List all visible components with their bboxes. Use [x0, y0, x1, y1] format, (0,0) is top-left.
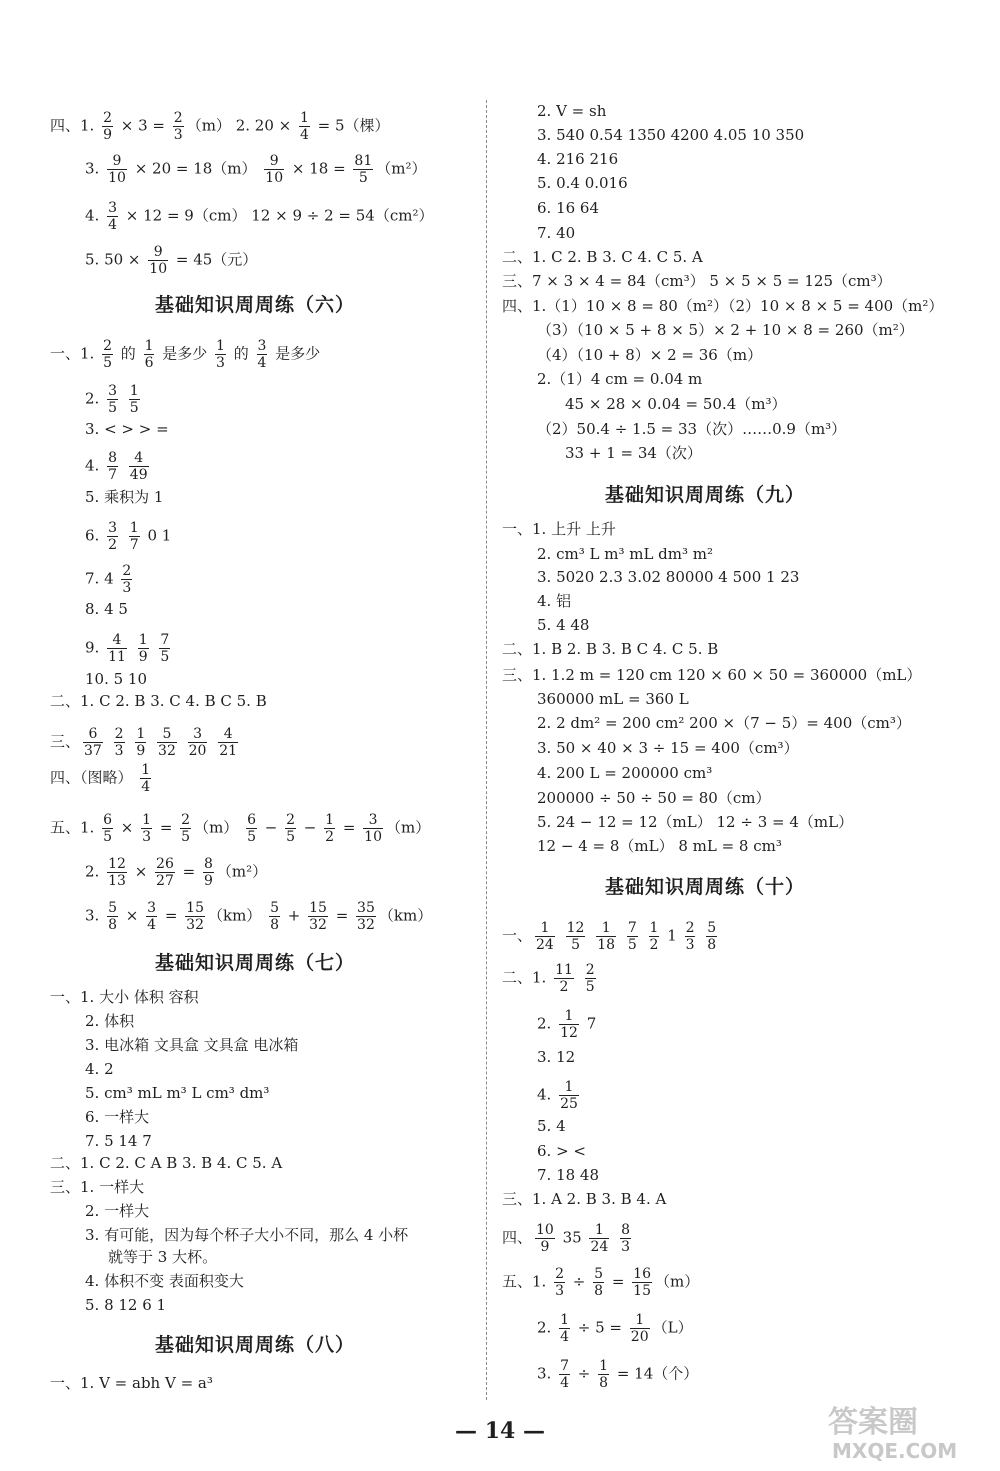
fraction: $\frac{12}{13}$ [108, 856, 126, 889]
section-heading: 基础知识周周练（七） [155, 952, 356, 974]
answer-line: 4. $\frac{3}{4}$ × 12 = 9（cm） 12 × 9 ÷ 2 = 54（cm²） [85, 200, 434, 233]
answer-line: 2. 2 dm² = 200 cm² 200 ×（7 − 5）= 400（cm³） [537, 714, 911, 732]
answer-line: 2. $\frac{3}{5}$ $\frac{1}{5}$ [85, 383, 139, 416]
answer-line: 5. 4 48 [537, 616, 590, 634]
fraction: $\frac{6}{5}$ [103, 812, 113, 845]
fraction: $\frac{1}{20}$ [630, 1312, 649, 1345]
answer-line: 三、 $\frac{6}{37}$ $\frac{2}{3}$ $\frac{1}{9}$ $\frac{5}{32}$ $\frac{3}{20}$ $\frac{4}{21}$ [50, 726, 238, 759]
answer-line: 4. 体积不变 表面积变大 [85, 1272, 244, 1290]
fraction: $\frac{2}{9}$ [103, 110, 113, 143]
answer-line: 3. 有可能，因为每个杯子大小不同，那么 4 小杯 [85, 1226, 409, 1244]
fraction: $\frac{11}{2}$ [555, 962, 573, 995]
fraction: $\frac{15}{32}$ [309, 900, 327, 933]
fraction: $\frac{1}{25}$ [560, 1079, 578, 1112]
fraction: $\frac{2}{3}$ [114, 726, 124, 759]
answer-line: 一、1. V = abh V = a³ [50, 1374, 213, 1392]
fraction: $\frac{1}{8}$ [599, 1358, 609, 1391]
answer-line: 4. 2 [85, 1060, 114, 1078]
fraction: $\frac{5}{8}$ [108, 900, 118, 933]
answer-line: 3. $\frac{5}{8}$ × $\frac{3}{4}$ = $\frac{15}{32}$ （km） $\frac{5}{8}$ + $\frac{15}{32}$ = $\frac{35}{32}$ （km） [85, 900, 433, 933]
fraction: $\frac{35}{32}$ [357, 900, 375, 933]
answer-line: 45 × 28 × 0.04 = 50.4（m³） [565, 395, 787, 413]
answer-line: （2）50.4 ÷ 1.5 = 33（次）……0.9（m³） [537, 420, 847, 438]
watermark-logo-text: 答案圈 [828, 1405, 918, 1440]
fraction: $\frac{3}{10}$ [364, 812, 382, 845]
answer-line: 12 − 4 = 8（mL） 8 mL = 8 cm³ [537, 837, 782, 855]
fraction: $\frac{1}{9}$ [136, 726, 146, 759]
fraction: $\frac{3}{4}$ [147, 900, 157, 933]
fraction: $\frac{1}{3}$ [216, 338, 225, 371]
answer-line: 二、1. C 2. B 3. C 4. C 5. A [502, 248, 703, 266]
fraction: $\frac{7}{4}$ [560, 1358, 570, 1391]
fraction: $\frac{4}{49}$ [129, 450, 148, 483]
fraction: $\frac{1}{18}$ [597, 920, 616, 953]
answer-line: 7. 18 48 [537, 1166, 600, 1184]
answer-line: 4. 铝 [537, 592, 572, 610]
answer-line: 5. 乘积为 1 [85, 488, 164, 506]
fraction: $\frac{1}{4}$ [299, 110, 309, 143]
answer-line: 3. 电冰箱 文具盒 文具盒 电冰箱 [85, 1036, 299, 1054]
fraction: $\frac{81}{5}$ [354, 153, 373, 186]
fraction: $\frac{1}{9}$ [138, 632, 148, 665]
answer-line: 一、1. $\frac{2}{5}$ 的 $\frac{1}{6}$ 是多少 $\frac{1}{3}$ 的 $\frac{3}{4}$ 是多少 [50, 338, 321, 371]
answer-line: 360000 mL = 360 L [537, 690, 689, 708]
answer-line: 3. $\frac{9}{10}$ × 20 = 18（m） $\frac{9}{10}$ × 18 = $\frac{81}{5}$ （m²） [85, 153, 427, 186]
answer-line: 一、1. 大小 体积 容积 [50, 988, 199, 1006]
answer-line: 2. $\frac{1}{4}$ ÷ 5 = $\frac{1}{20}$ （L） [537, 1312, 693, 1345]
answer-line: 一、 $\frac{1}{24}$ $\frac{12}{5}$ $\frac{1}{18}$ $\frac{7}{5}$ $\frac{1}{2}$ 1 $\frac{2}{3}$ $\frac{5}{8}$ [502, 920, 717, 953]
answer-line: 三、1. 1.2 m = 120 cm 120 × 60 × 50 = 360000（mL） [502, 666, 922, 684]
answer-line: 三、1. 一样大 [50, 1178, 145, 1196]
fraction: $\frac{2}{3}$ [555, 1266, 565, 1299]
fraction: $\frac{2}{3}$ [122, 563, 132, 596]
answer-line: 8. 4 5 [85, 600, 128, 618]
section-heading: 基础知识周周练（八） [155, 1334, 356, 1356]
answer-line: 10. 5 10 [85, 670, 148, 688]
fraction: $\frac{1}{24}$ [536, 920, 554, 953]
fraction: $\frac{15}{32}$ [186, 900, 204, 933]
answer-line: 三、7 × 3 × 4 = 84（cm³） 5 × 5 × 5 = 125（cm³） [502, 272, 892, 290]
answer-line: 7. 5 14 7 [85, 1132, 152, 1150]
column-divider [486, 100, 487, 1400]
fraction: $\frac{8}{7}$ [108, 450, 118, 483]
fraction: $\frac{1}{3}$ [142, 812, 152, 845]
answer-line: 2. V = sh [537, 102, 607, 120]
answer-line: 5. 24 − 12 = 12（mL） 12 ÷ 3 = 4（mL） [537, 813, 854, 831]
fraction: $\frac{6}{5}$ [247, 812, 256, 845]
section-heading: 基础知识周周练（十） [605, 876, 806, 898]
answer-line: 5. cm³ mL m³ L cm³ dm³ [85, 1084, 270, 1102]
fraction: $\frac{3}{20}$ [188, 726, 207, 759]
fraction: $\frac{1}{6}$ [144, 338, 154, 371]
section-heading: 基础知识周周练（六） [155, 294, 356, 316]
answer-line: 2.（1）4 cm = 0.04 m [537, 370, 703, 388]
fraction: $\frac{3}{5}$ [108, 383, 118, 416]
answer-line: 二、1. C 2. C A B 3. B 4. C 5. A [50, 1154, 283, 1172]
answer-line: 200000 ÷ 50 ÷ 50 = 80（cm） [537, 789, 771, 807]
fraction: $\frac{3}{2}$ [108, 520, 118, 553]
answer-line: 3. 5020 2.3 3.02 80000 4 500 1 23 [537, 568, 800, 586]
fraction: $\frac{9}{10}$ [149, 244, 168, 277]
answer-line: 5. 4 [537, 1117, 566, 1135]
answer-line: 四、 $\frac{10}{9}$ 35 $\frac{1}{24}$ $\frac{8}{3}$ [502, 1222, 630, 1255]
answer-line: 四、1.（1）10 × 8 = 80（m²）（2）10 × 8 × 5 = 400（m²） [502, 297, 944, 315]
fraction: $\frac{1}{12}$ [560, 1008, 578, 1041]
answer-line: 3. $\frac{7}{4}$ ÷ $\frac{1}{8}$ = 14（个） [537, 1358, 699, 1391]
answer-line: 4. 216 216 [537, 150, 619, 168]
fraction: $\frac{1}{5}$ [129, 383, 139, 416]
fraction: $\frac{3}{4}$ [257, 338, 267, 371]
answer-line: 2. $\frac{1}{12}$ 7 [537, 1008, 597, 1041]
answer-line: 5. 50 × $\frac{9}{10}$ = 45（元） [85, 244, 258, 277]
answer-line: 2. cm³ L m³ mL dm³ m² [537, 545, 714, 563]
fraction: $\frac{5}{8}$ [594, 1266, 604, 1299]
answer-line: 二、1. C 2. B 3. C 4. B C 5. B [50, 692, 267, 710]
answer-line: 四、1. $\frac{2}{9}$ × 3 = $\frac{2}{3}$ （m） 2. 20 × $\frac{1}{4}$ = 5（棵） [50, 110, 390, 143]
answer-line: 三、1. A 2. B 3. B 4. A [502, 1190, 667, 1208]
answer-line: 6. > < [537, 1142, 586, 1160]
answer-line: 3. 50 × 40 × 3 ÷ 15 = 400（cm³） [537, 739, 799, 757]
fraction: $\frac{1}{4}$ [560, 1312, 570, 1345]
answer-line: 6. $\frac{3}{2}$ $\frac{1}{7}$ 0 1 [85, 520, 172, 553]
fraction: $\frac{4}{11}$ [108, 632, 126, 665]
fraction: $\frac{3}{4}$ [108, 200, 118, 233]
fraction: $\frac{4}{21}$ [219, 726, 238, 759]
answer-line: 一、1. 上升 上升 [502, 520, 616, 538]
answer-line: 二、1. B 2. B 3. B C 4. C 5. B [502, 640, 719, 658]
fraction: $\frac{2}{5}$ [181, 812, 191, 845]
answer-line: 3. 540 0.54 1350 4200 4.05 10 350 [537, 126, 805, 144]
answer-line: 2. $\frac{12}{13}$ × $\frac{26}{27}$ = $\frac{8}{9}$ （m²） [85, 856, 268, 889]
fraction: $\frac{26}{27}$ [156, 856, 174, 889]
answer-line: 4. 200 L = 200000 cm³ [537, 764, 713, 782]
fraction: $\frac{12}{5}$ [566, 920, 585, 953]
section-heading: 基础知识周周练（九） [605, 484, 806, 506]
answer-line: 3. 12 [537, 1048, 576, 1066]
fraction: $\frac{1}{4}$ [141, 762, 151, 795]
page-number: — 14 — [455, 1418, 545, 1444]
fraction: $\frac{5}{32}$ [158, 726, 176, 759]
fraction: $\frac{16}{15}$ [633, 1266, 651, 1299]
answer-line: 33 + 1 = 34（次） [565, 444, 702, 462]
answer-line: 6. 16 64 [537, 199, 600, 217]
answer-line: 2. 体积 [85, 1012, 135, 1030]
answer-line: 4. $\frac{8}{7}$ $\frac{4}{49}$ [85, 450, 148, 483]
answer-line: 就等于 3 大杯。 [108, 1248, 218, 1266]
fraction: $\frac{1}{7}$ [129, 520, 139, 553]
fraction: $\frac{7}{5}$ [160, 632, 170, 665]
fraction: $\frac{1}{24}$ [590, 1222, 609, 1255]
fraction: $\frac{9}{10}$ [265, 153, 284, 186]
answer-line: 7. 4 $\frac{2}{3}$ [85, 563, 132, 596]
fraction: $\frac{2}{5}$ [286, 812, 296, 845]
watermark-url: MXQE.COM [832, 1439, 958, 1463]
fraction: $\frac{2}{3}$ [173, 110, 183, 143]
answer-line: 二、1. $\frac{11}{2}$ $\frac{2}{5}$ [502, 962, 595, 995]
answer-line: 五、1. $\frac{6}{5}$ × $\frac{1}{3}$ = $\frac{2}{5}$ （m） $\frac{6}{5}$ − $\frac{2}{5}$ − $\frac{1}{2}$ = $\frac{3}{10}$ （m） [50, 812, 431, 845]
answer-line: 5. 0.4 0.016 [537, 174, 628, 192]
fraction: $\frac{6}{37}$ [84, 726, 102, 759]
fraction: $\frac{1}{2}$ [325, 812, 335, 845]
answer-line: 2. 一样大 [85, 1202, 150, 1220]
answer-line: 9. $\frac{4}{11}$ $\frac{1}{9}$ $\frac{7}{5}$ [85, 632, 170, 665]
answer-line: （3）（10 × 5 + 8 × 5）× 2 + 10 × 8 = 260（m²） [537, 321, 914, 339]
fraction: $\frac{2}{3}$ [685, 920, 695, 953]
answer-line: 3. < > > = [85, 420, 169, 438]
answer-line: 5. 8 12 6 1 [85, 1296, 167, 1314]
fraction: $\frac{8}{9}$ [203, 856, 213, 889]
fraction: $\frac{5}{8}$ [707, 920, 717, 953]
answer-line: 4. $\frac{1}{25}$ [537, 1079, 578, 1112]
fraction: $\frac{1}{2}$ [649, 920, 659, 953]
fraction: $\frac{10}{9}$ [536, 1222, 554, 1255]
fraction: $\frac{7}{5}$ [627, 920, 637, 953]
watermark-logo [818, 1402, 990, 1464]
fraction: $\frac{8}{3}$ [621, 1222, 630, 1255]
answer-line: （4）（10 + 8）× 2 = 36（m） [537, 346, 763, 364]
fraction: $\frac{2}{5}$ [585, 962, 595, 995]
answer-line: 五、1. $\frac{2}{3}$ ÷ $\frac{5}{8}$ = $\frac{16}{15}$ （m） [502, 1266, 700, 1299]
fraction: $\frac{2}{5}$ [103, 338, 113, 371]
fraction: $\frac{9}{10}$ [108, 153, 126, 186]
answer-line: 6. 一样大 [85, 1108, 150, 1126]
fraction: $\frac{5}{8}$ [270, 900, 279, 933]
answer-line: 7. 40 [537, 224, 576, 242]
answer-line: 四、（图略） $\frac{1}{4}$ [50, 762, 151, 795]
